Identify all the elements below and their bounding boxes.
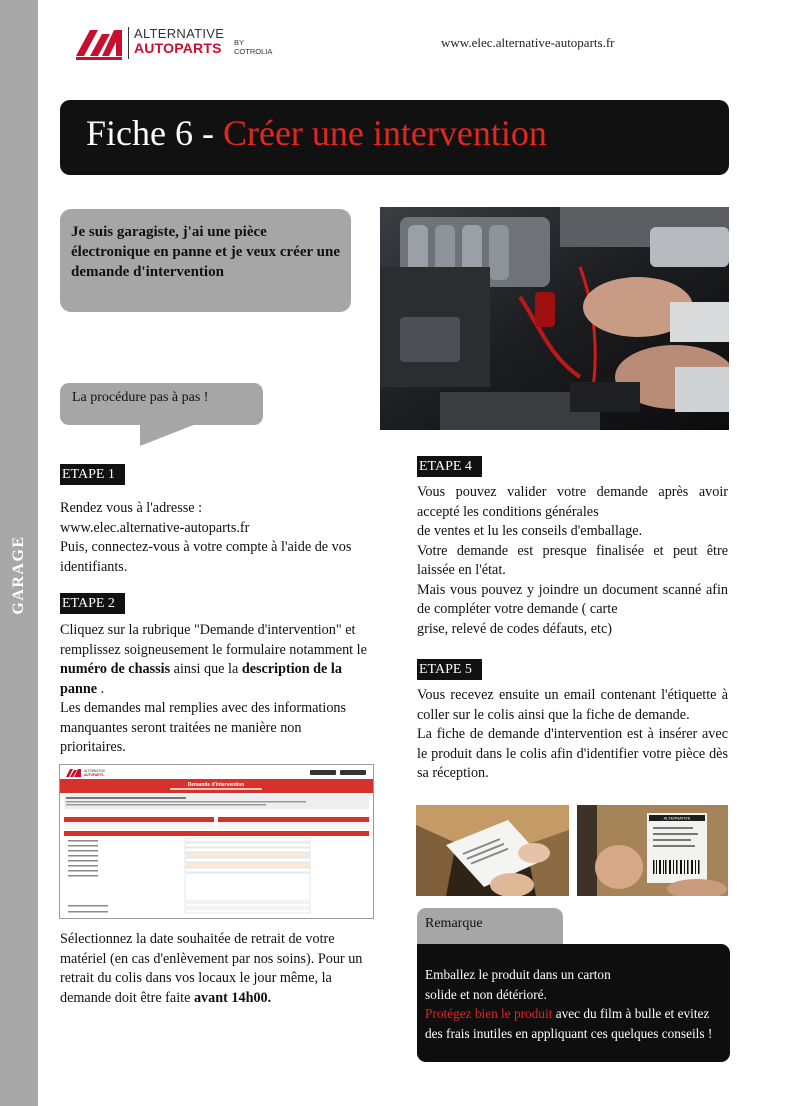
form-screenshot [59,764,374,919]
intro-text: Je suis garagiste, j'ai une pièce électronique en panne et je veux créer une demande d'intervention [71,224,340,280]
step-3-text: Sélectionnez la date souhaitée de retrait de votre matériel (en cas d'enlèvement par nos soins). Pour un retrait du colis dans vos locaux le jour même, la demande doit être faite avant 14h00. [60,931,363,1006]
step-label-4: ETAPE 4 [417,456,482,477]
bubble-tail [140,424,196,446]
logo-by: BY COTROLIA [234,38,273,56]
procedure-bubble-text: La procédure pas à pas ! [72,390,209,405]
step-1-text: Rendez vous à l'adresse : www.elec.alternative-autoparts.fr Puis, connectez-vous à votre compte à l'aide de vos identifiants. [60,500,352,575]
page-title: Fiche 6 - Créer une intervention [86,113,547,153]
form-title: Demande d'intervention [187,782,245,788]
logo-divider [128,27,129,59]
form-brand-line2: AUTOPARTS [84,773,104,777]
header-url[interactable]: www.elec.alternative-autoparts.fr [441,35,615,50]
label-photo-text: ALTERNATIVE [663,815,691,821]
form-brand-line1: ALTERNATIVE [84,769,106,773]
step-label-5: ETAPE 5 [417,659,482,680]
step-4-text: Vous pouvez valider votre demande après avoir accepté les conditions générales de ventes et lu les conseils d'emballage. Votre demande est presque finalisée et peut être laissée en l'état. Mais vous pouvez y joindre un document scanné afin de compléter votre demande ( carte grise, relevé de codes défauts, etc) [417,484,728,637]
remark-title: Remarque [425,916,483,931]
box-photo [416,805,569,896]
label-photo [577,805,728,896]
step-2-text: Cliquez sur la rubrique "Demande d'intervention" et remplissez soigneusement le formulaire notamment le numéro de chassis ainsi que la description de la panne . Les demandes mal remplies avec des informations manquantes seront traitées ne manière non prioritaires. [60,622,367,755]
step-5-text: Vous recevez ensuite un email contenant l'étiquette à coller sur le colis ainsi que la fiche de demande. La fiche de demande d'intervention est à insérer avec le produit dans le colis afin d'identifier votre pièce dès sa réception. [417,687,728,781]
sidebar-label: GARAGE [10,535,27,615]
logo-text-line2: AUTOPARTS [134,40,222,56]
logo-text-line1: ALTERNATIVE [134,26,225,41]
step-label-2: ETAPE 2 [60,593,125,614]
remark-text: Emballez le produit dans un carton solide et non détérioré. Protégez bien le produit avec du film à bulle et evitez des frais inutiles en appliquant ces quelques conseils ! [425,967,713,1041]
engine-photo [380,207,729,430]
step-label-1: ETAPE 1 [60,464,125,485]
